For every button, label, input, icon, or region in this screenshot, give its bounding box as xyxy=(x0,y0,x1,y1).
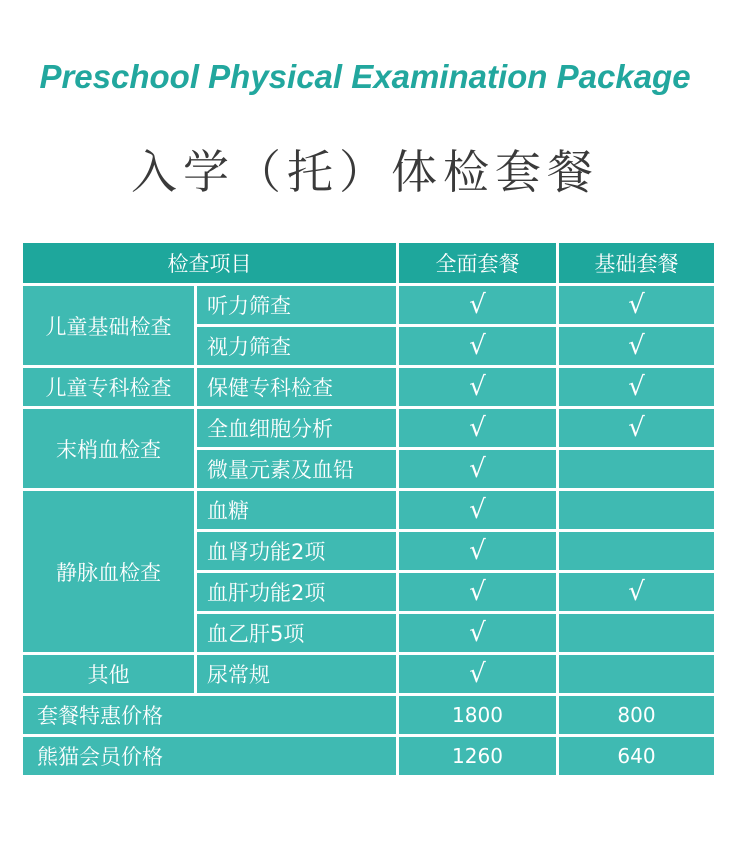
group-label: 末梢血检查 xyxy=(22,408,196,490)
check-mark-icon: √ xyxy=(469,372,486,402)
check-mark-icon: √ xyxy=(469,495,486,525)
price-label: 熊猫会员价格 xyxy=(22,736,398,777)
header-item: 检查项目 xyxy=(22,242,398,285)
group-label: 儿童基础检查 xyxy=(22,285,196,367)
check-mark-icon: √ xyxy=(469,659,486,689)
check-mark-icon: √ xyxy=(469,454,486,484)
table-body xyxy=(22,285,716,777)
full-package-cell xyxy=(398,408,558,449)
group-label: 儿童专科检查 xyxy=(22,367,196,408)
basic-package-cell xyxy=(558,326,716,367)
full-package-cell xyxy=(398,531,558,572)
item-label: 尿常规 xyxy=(196,654,398,695)
check-mark-icon: √ xyxy=(628,372,645,402)
full-package-cell xyxy=(398,613,558,654)
page-title-chinese: 入学（托）体检套餐 xyxy=(131,145,599,199)
group-label: 静脉血检查 xyxy=(22,490,196,654)
check-mark-icon: √ xyxy=(628,413,645,443)
item-label: 微量元素及血铅 xyxy=(196,449,398,490)
full-package-price: 1800 xyxy=(398,695,558,736)
table-header-row xyxy=(22,242,716,285)
item-label: 血乙肝5项 xyxy=(196,613,398,654)
header-basic-package: 基础套餐 xyxy=(558,242,716,285)
check-mark-icon: √ xyxy=(469,413,486,443)
check-mark-icon: √ xyxy=(469,577,486,607)
table-row xyxy=(22,490,716,531)
basic-package-cell xyxy=(558,408,716,449)
table-row xyxy=(22,367,716,408)
check-mark-icon: √ xyxy=(469,331,486,361)
item-label: 听力筛查 xyxy=(196,285,398,326)
table-row xyxy=(22,408,716,449)
page-title-english: Preschool Physical Examination Package xyxy=(39,58,691,95)
basic-package-cell xyxy=(558,367,716,408)
basic-package-cell xyxy=(558,285,716,326)
check-mark-icon: √ xyxy=(628,290,645,320)
price-label: 套餐特惠价格 xyxy=(22,695,398,736)
full-package-cell xyxy=(398,285,558,326)
group-label: 其他 xyxy=(22,654,196,695)
price-row xyxy=(22,695,716,736)
header-full-package: 全面套餐 xyxy=(398,242,558,285)
item-label: 血肝功能2项 xyxy=(196,572,398,613)
item-label: 全血细胞分析 xyxy=(196,408,398,449)
basic-package-price: 640 xyxy=(558,736,716,777)
full-package-cell xyxy=(398,572,558,613)
table-row xyxy=(22,285,716,326)
basic-package-price: 800 xyxy=(558,695,716,736)
check-mark-icon: √ xyxy=(469,618,486,648)
full-package-cell xyxy=(398,326,558,367)
full-package-cell xyxy=(398,449,558,490)
price-row xyxy=(22,736,716,777)
item-label: 血糖 xyxy=(196,490,398,531)
package-table-container xyxy=(20,240,714,778)
basic-package-cell xyxy=(558,572,716,613)
package-table xyxy=(20,240,717,778)
table-row xyxy=(22,654,716,695)
item-label: 视力筛查 xyxy=(196,326,398,367)
basic-package-cell xyxy=(558,613,716,654)
basic-package-cell xyxy=(558,654,716,695)
full-package-cell xyxy=(398,367,558,408)
check-mark-icon: √ xyxy=(628,331,645,361)
check-mark-icon: √ xyxy=(469,536,486,566)
item-label: 保健专科检查 xyxy=(196,367,398,408)
basic-package-cell xyxy=(558,490,716,531)
item-label: 血肾功能2项 xyxy=(196,531,398,572)
basic-package-cell xyxy=(558,449,716,490)
check-mark-icon: √ xyxy=(628,577,645,607)
full-package-cell xyxy=(398,654,558,695)
full-package-cell xyxy=(398,490,558,531)
basic-package-cell xyxy=(558,531,716,572)
check-mark-icon: √ xyxy=(469,290,486,320)
full-package-price: 1260 xyxy=(398,736,558,777)
